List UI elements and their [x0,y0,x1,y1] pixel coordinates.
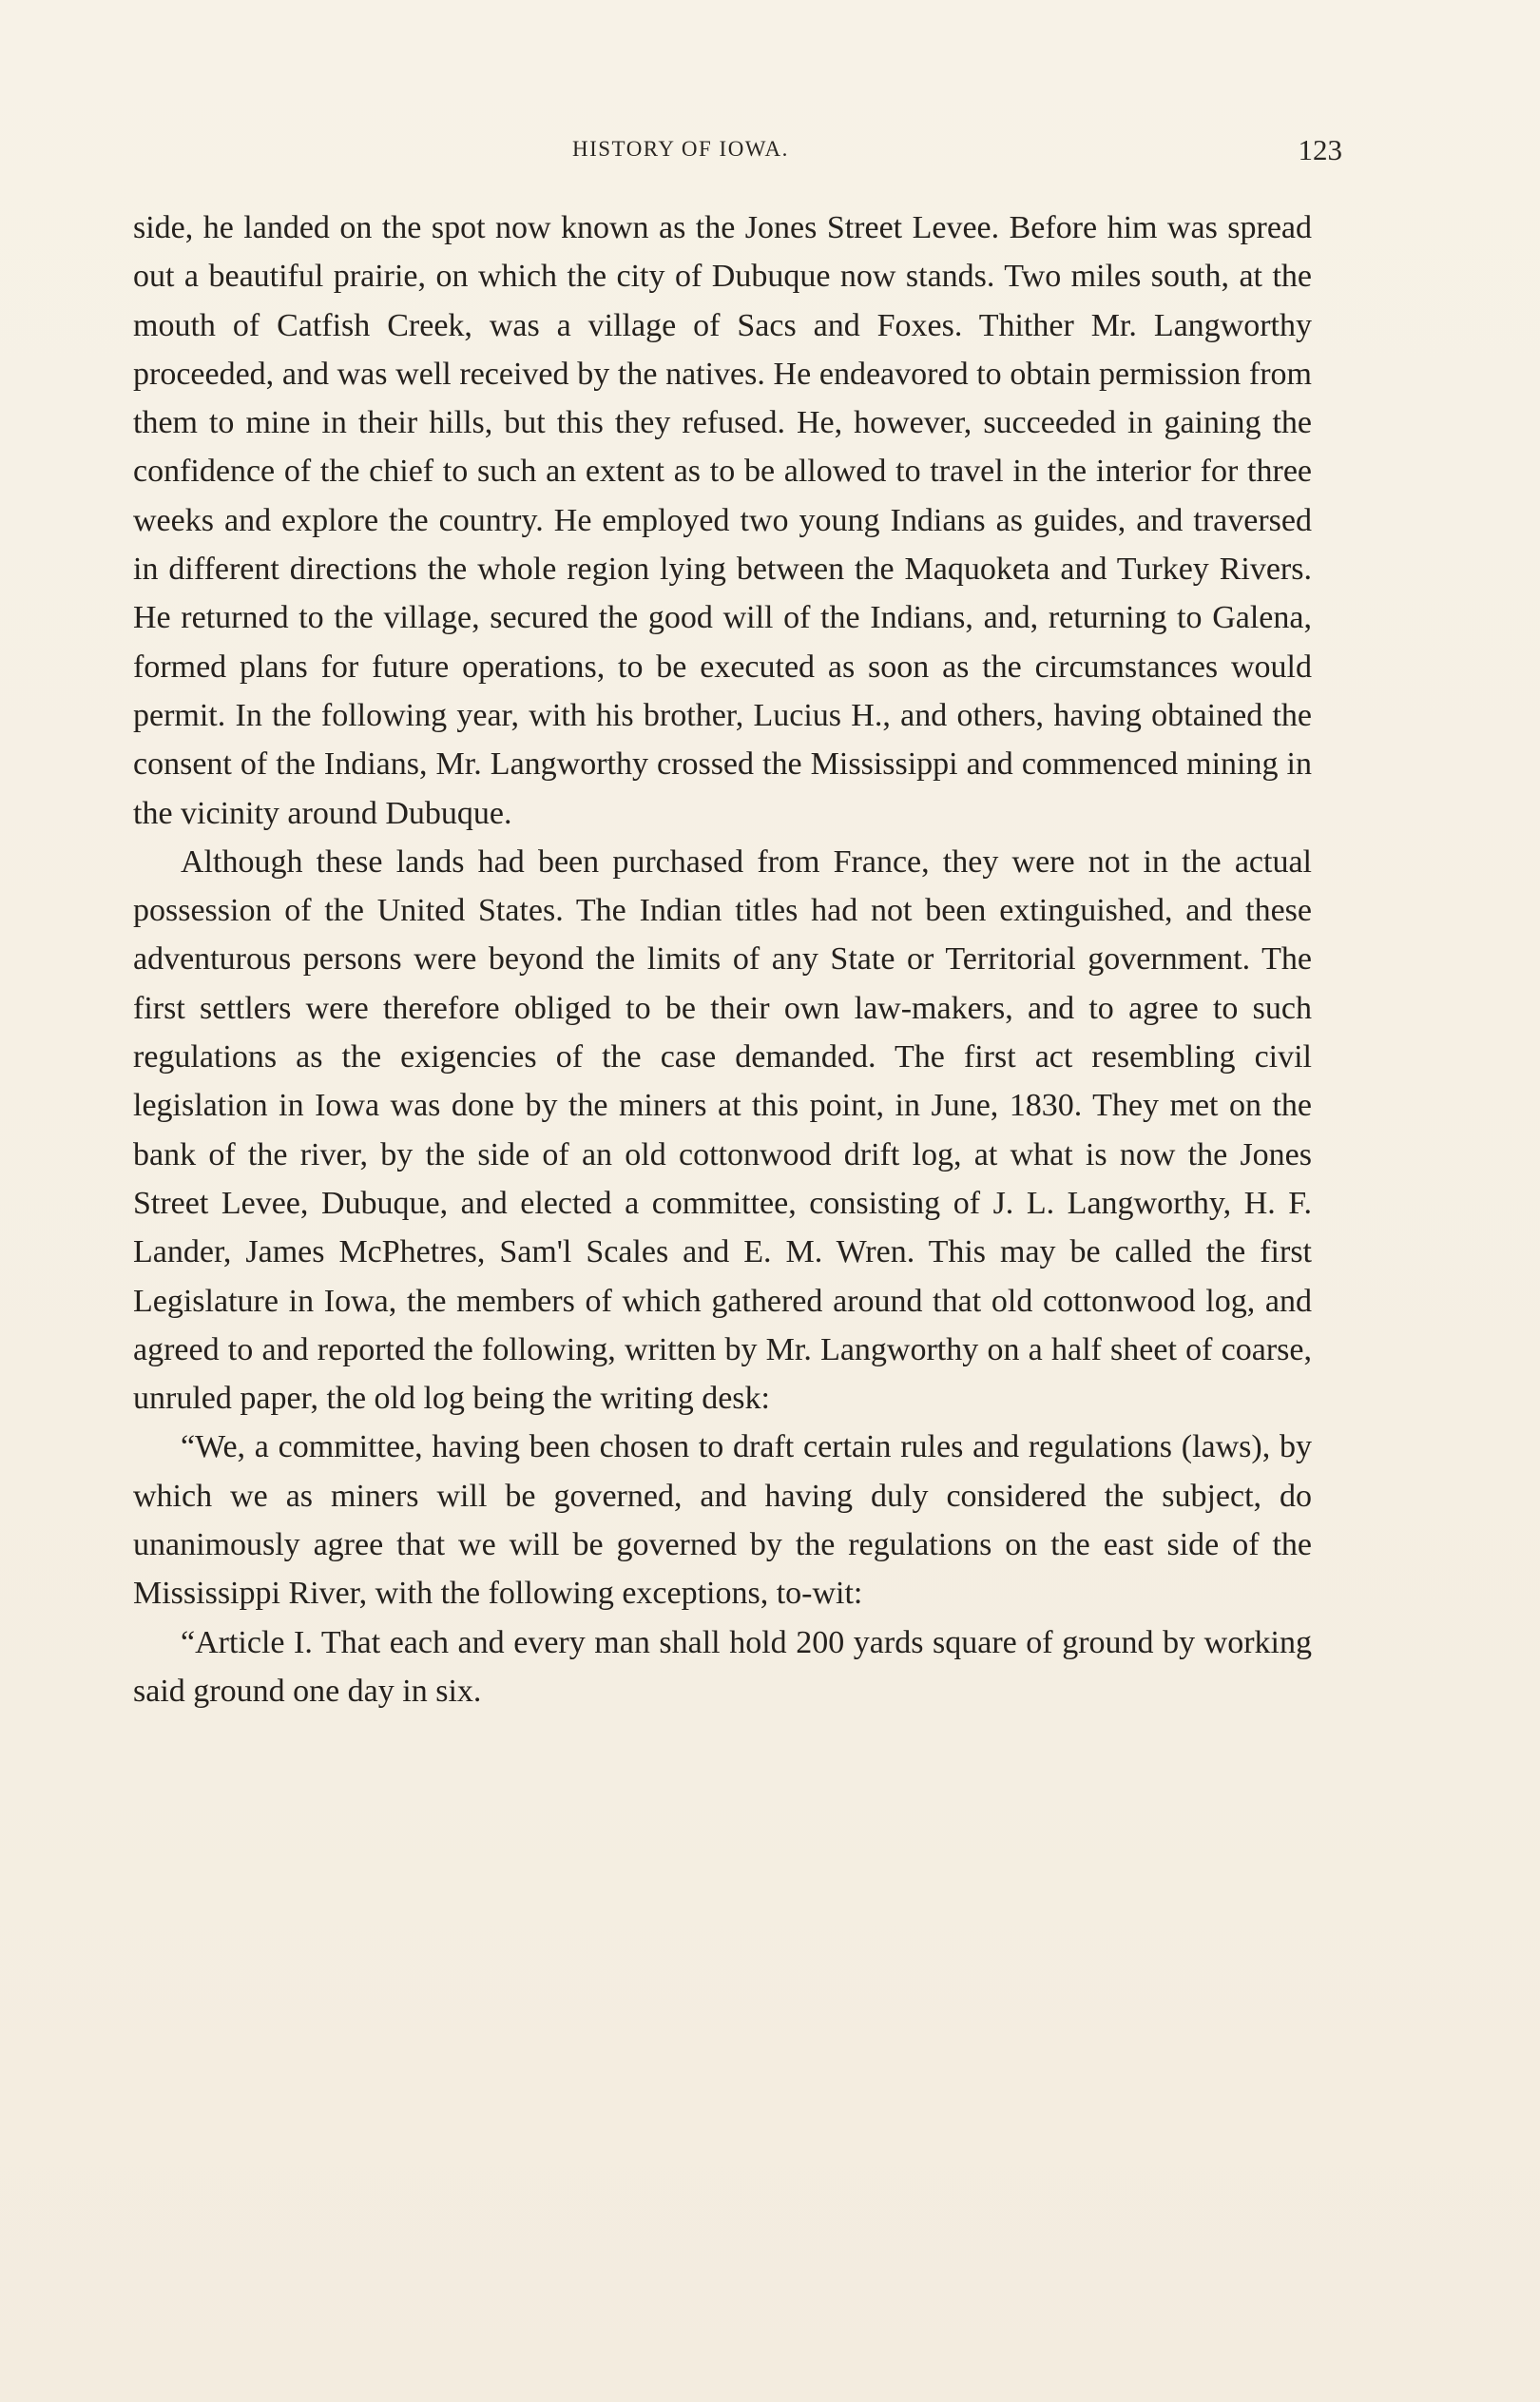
page-header [133,133,1342,175]
paragraph: “We, a committee, having been chosen to draft certain rules and regulations (laws), by which we as miners will be governed, and having duly considered the subject, do unanimously agree that we will be governed by the regulations on the east side of the Mississippi River, with the following exceptions, to-wit: [133,1429,1312,1612]
page-number: 123 [1298,133,1342,166]
paragraph: “Article I. That each and every man shall hold 200 yards square of ground by working said ground one day in six. [133,1624,1312,1709]
paragraph: side, he landed on the spot now known as the Jones Street Levee. Before him was spread out a beautiful prairie, on which the city of Dubuque now stands. Two miles south, at the mouth of Catfish Creek, was a village of Sacs and Foxes. Thither Mr. Langworthy proceeded, and was well received by the natives. He endeavored to obtain permission from them to mine in their hills, but this they refused. He, however, succeeded in gaining the confidence of the chief to such an extent as to be allowed to travel in the interior for three weeks and explore the country. He employed two young Indians as guides, and traversed in different directions the whole region lying between the Maquoketa and Turkey Rivers. He returned to the village, secured the good will of the Indians, and, returning to Galena, formed plans for future operations, to be executed as soon as the circumstances would permit. In the following year, with his brother, Lucius H., and others, having obtained the consent of the Indians, Mr. Langworthy crossed the Mississippi and commenced mining in the vicinity around Dubuque. [133,210,1312,831]
body-text [133,203,1312,1715]
paragraph: Although these lands had been purchased from France, they were not in the actual possession of the United States. The Indian titles had not been extinguished, and these adventurous persons were beyond the limits of any State or Territorial government. The first settlers were therefore obliged to be their own law-makers, and to agree to such regulations as the exigencies of the case demanded. The first act resembling civil legislation in Iowa was done by the miners at this point, in June, 1830. They met on the bank of the river, by the side of an old cottonwood drift log, at what is now the Jones Street Levee, Dubuque, and elected a committee, consisting of J. L. Langworthy, H. F. Lander, James McPhetres, Sam'l Scales and E. M. Wren. This may be called the first Legislature in Iowa, the members of which gathered around that old cottonwood log, and agreed to and reported the following, written by Mr. Langworthy on a half sheet of coarse, unruled paper, the old log being the writing desk: [133,843,1312,1417]
running-head: HISTORY OF IOWA. [572,137,789,161]
